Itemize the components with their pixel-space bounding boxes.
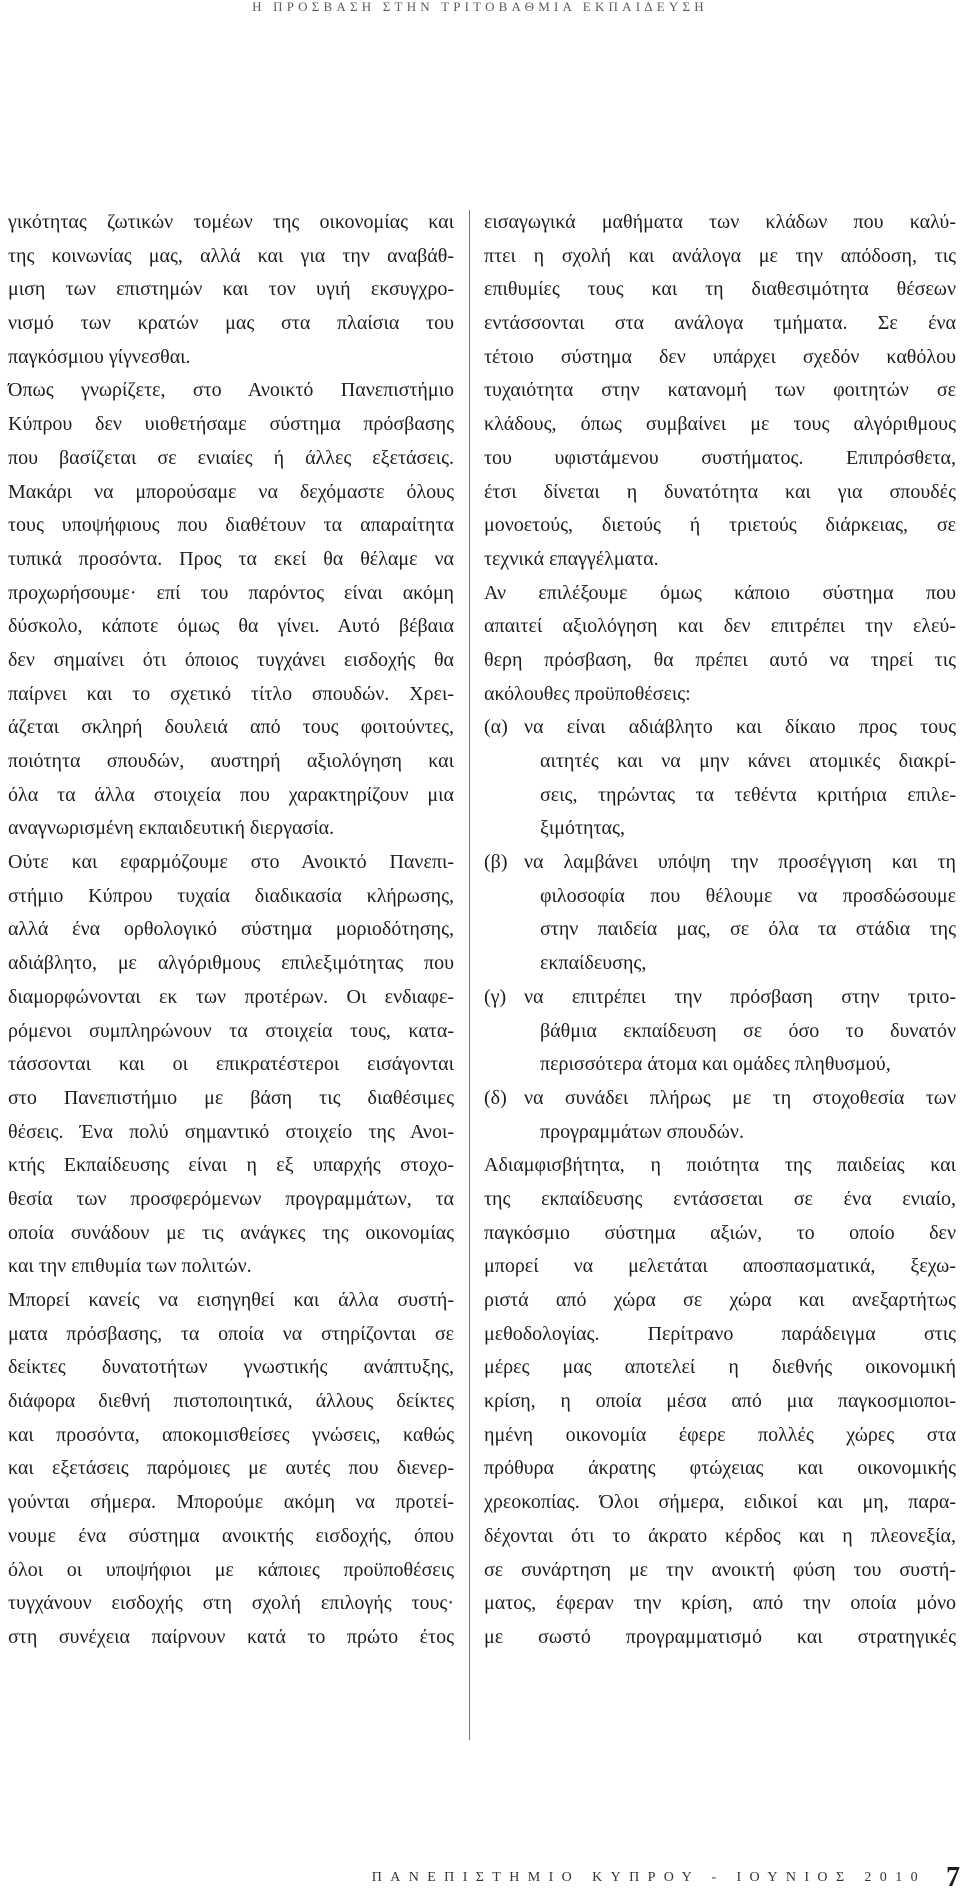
page-footer xyxy=(0,1864,960,1894)
column-divider xyxy=(469,210,470,1740)
condition-continuation: φιλοσοφία που θέλουμε να προσδώσουμε xyxy=(540,884,956,907)
text-line: χρεοκοπίας. Όλοι σήμερα, ειδικοί και μη, παρα- xyxy=(484,1491,956,1514)
condition-continuation: σεις, τηρώντας τα τεθέντα κριτήρια επιλε- xyxy=(540,783,956,806)
text-line: παίρνει και το σχετικό τίτλο σπουδών. Χρει- xyxy=(8,682,454,705)
text-line: ριστά από χώρα σε χώρα και ανεξαρτήτως xyxy=(484,1289,956,1311)
text-line: νισμό των κρατών μας στα πλαίσια του xyxy=(8,312,454,335)
text-line: τυχαιότητα στην κατανομή των φοιτητών σε xyxy=(484,379,956,402)
text-line: ποιότητα σπουδών, αυστηρή αξιολόγηση και xyxy=(8,750,454,772)
text-line: τυπικά προσόντα. Προς τα εκεί θα θέλαμε να xyxy=(8,547,454,570)
text-line: και εξετάσεις παρόμοιες με αυτές που διενερ- xyxy=(8,1457,454,1480)
text-line: τάσσονται και οι επικρατέστεροι εισάγονται xyxy=(8,1053,454,1076)
left-column xyxy=(8,206,454,1655)
condition-continuation: προγραμμάτων σπουδών. xyxy=(540,1120,744,1143)
text-line: εντάσσονται στα ανάλογα τμήματα. Σε ένα xyxy=(484,312,956,335)
text-line: μπορεί να μελετάται αποσπασματικά, ξεχω- xyxy=(484,1255,956,1278)
condition-continuation: περισσότερα άτομα και ομάδες πληθυσμού, xyxy=(540,1053,891,1076)
text-line: οποία συνάδουν με τις ανάγκες της οικονομίας xyxy=(8,1221,454,1244)
text-line: δεν σημαίνει ότι όποιος τυγχάνει εισδοχής θα xyxy=(8,648,454,671)
text-line: δείκτες δυνατοτήτων γνωστικής ανάπτυξης, xyxy=(8,1356,454,1379)
text-line: θέσεις. Ένα πολύ σημαντικό στοιχείο της Ανοι- xyxy=(8,1120,454,1143)
text-line: του υφιστάμενου συστήματος. Επιπρόσθετα, xyxy=(484,446,956,469)
condition-first-line xyxy=(484,846,956,880)
text-line: διαμορφώνονται εκ των προτέρων. Οι ενδιαφε- xyxy=(8,985,454,1008)
text-line: πτει η σχολή και ανάλογα με την απόδοση, τις xyxy=(484,244,956,267)
text-line: παγκόσμιο σύστημα αξιών, το οποίο δεν xyxy=(484,1221,956,1244)
condition-label: (δ) xyxy=(484,1086,507,1109)
text-line: γούνται σήμερα. Μπορούμε ακόμη να προτεί- xyxy=(8,1491,454,1514)
condition-text: να επιτρέπει την πρόσβαση στην τριτο- xyxy=(524,985,956,1008)
text-line: που βασίζεται σε ενιαίες ή άλλες εξετάσεις. xyxy=(8,446,454,469)
condition-item xyxy=(484,1082,956,1149)
text-line: στο Πανεπιστήμιο με βάση τις διαθέσιμες xyxy=(8,1086,454,1109)
text-line: ακόλουθες προϋποθέσεις: xyxy=(484,682,691,705)
condition-label: (β) xyxy=(484,851,508,874)
conditions-list xyxy=(484,711,956,1149)
text-line: μιση των επιστημών και τον υγιή εκσυγχρο- xyxy=(8,278,454,301)
condition-first-line xyxy=(484,981,956,1015)
text-line: της εκπαίδευσης εντάσσεται σε ένα ενιαίο, xyxy=(484,1187,956,1210)
text-line: μεθοδολογίας. Περίτρανο παράδειγμα στις xyxy=(484,1322,956,1345)
text-line: τυγχάνουν εισδοχής στη σχολή επιλογής τους· xyxy=(8,1592,454,1615)
condition-continuation: εκπαίδευσης, xyxy=(540,952,647,975)
text-line: ρόμενοι συμπληρώνουν τα στοιχεία τους, κατα- xyxy=(8,1019,454,1042)
text-line: Αν επιλέξουμε όμως κάποιο σύστημα που xyxy=(484,581,956,604)
condition-item xyxy=(484,981,956,1082)
text-line: Αδιαμφισβήτητα, η ποιότητα της παιδείας και xyxy=(484,1154,956,1177)
text-line: γικότητας ζωτικών τομέων της οικονομίας και xyxy=(8,211,454,233)
text-line: με σωστό προγραμματισμό και στρατηγικές xyxy=(484,1625,956,1648)
text-line: Μπορεί κανείς να εισηγηθεί και άλλα συστή- xyxy=(8,1289,454,1311)
text-line: κλάδους, όπως συμβαίνει με τους αλγόριθμους xyxy=(484,413,956,436)
condition-text: να συνάδει πλήρως με τη στοχοθεσία των xyxy=(524,1086,956,1109)
text-line: τεχνικά επαγγέλματα. xyxy=(484,547,659,570)
condition-continuation: βάθμια εκπαίδευση σε όσο το δυνατόν xyxy=(540,1019,956,1042)
text-line: τέτοιο σύστημα δεν υπάρχει σχεδόν καθόλου xyxy=(484,345,956,368)
text-line: δέχονται ότι το άκρατο κέρδος και η πλεονεξία, xyxy=(484,1524,956,1547)
text-line: απαιτεί αξιολόγηση και δεν επιτρέπει την ελεύ- xyxy=(484,615,956,638)
text-line: τους υποψήφιους που διαθέτουν τα απαραίτητα xyxy=(8,514,454,537)
text-line: ημένη οικονομία έφερε πολλές χώρες στα xyxy=(484,1423,956,1446)
text-line: επιθυμίες τους και τη διαθεσιμότητα θέσεων xyxy=(484,278,956,301)
text-line: αδιάβλητο, με αλγόριθμους επιλεξιμότητας που xyxy=(8,952,454,975)
condition-continuation: αιτητές και να μην κάνει ατομικές διακρί- xyxy=(540,750,956,772)
condition-label: (α) xyxy=(484,716,508,739)
text-line: στη συνέχεια παίρνουν κατά το πρώτο έτος xyxy=(8,1625,454,1648)
text-line: στήμιο Κύπρου τυχαία διαδικασία κλήρωσης, xyxy=(8,884,454,907)
text-line: προχωρήσουμε· επί του παρόντος είναι ακόμη xyxy=(8,581,454,604)
text-line: σε συνάρτηση με την ανοικτή φύση του συστή- xyxy=(484,1558,956,1581)
text-line: θεσία των προσφερόμενων προγραμμάτων, τα xyxy=(8,1187,454,1210)
text-line: πρόθυρα άκρατης φτώχειας και οικονομικής xyxy=(484,1457,956,1480)
text-line: κτής Εκπαίδευσης είναι η εξ υπαρχής στοχο- xyxy=(8,1154,454,1177)
text-line: νουμε ένα σύστημα ανοικτής εισδοχής, όπου xyxy=(8,1524,454,1547)
text-line: διάφορα διεθνή πιστοποιητικά, άλλους δείκτες xyxy=(8,1390,454,1413)
text-line: έτσι δίνεται η δυνατότητα και για σπουδές xyxy=(484,480,956,503)
condition-first-line xyxy=(484,1082,956,1116)
footer-publication: ΠΑΝΕΠΙΣΤΗΜΙΟ ΚΥΠΡΟΥ - ΙΟΥΝΙΟΣ 2010 xyxy=(371,1870,926,1885)
running-head: Η ΠΡΟΣΒΑΣΗ ΣΤΗΝ ΤΡΙΤΟΒΑΘΜΙΑ ΕΚΠΑΙΔΕΥΣΗ xyxy=(252,0,708,14)
text-line: μέρες μας αποτελεί η διεθνής οικονομική xyxy=(484,1356,956,1379)
right-column xyxy=(484,206,956,1655)
condition-text: να είναι αδιάβλητο και δίκαιο προς τους xyxy=(524,716,956,739)
text-line: όλα τα άλλα στοιχεία που χαρακτηρίζουν μια xyxy=(8,783,454,806)
condition-label: (γ) xyxy=(484,985,507,1008)
page-number: 7 xyxy=(946,1862,960,1893)
text-line: δύσκολο, κάποτε όμως θα γίνει. Αυτό βέβαια xyxy=(8,615,454,638)
text-line: εισαγωγικά μαθήματα των κλάδων που καλύ- xyxy=(484,211,956,233)
right-closing xyxy=(484,1149,956,1654)
text-line: ματα πρόσβασης, τα οποία να στηρίζονται σε xyxy=(8,1322,454,1345)
text-line: άζεται σκληρή δουλειά από τους φοιτούντες, xyxy=(8,716,454,739)
text-line: και την επιθυμία των πολιτών. xyxy=(8,1255,252,1278)
condition-item xyxy=(484,846,956,981)
condition-continuation: στην παιδεία μας, σε όλα τα στάδια της xyxy=(540,918,956,941)
text-line: μονοετούς, διετούς ή τριετούς διάρκειας, σε xyxy=(484,514,956,537)
text-line: αλλά ένα ορθολογικό σύστημα μοριοδότησης, xyxy=(8,918,454,941)
text-line: Όπως γνωρίζετε, στο Ανοικτό Πανεπιστήμιο xyxy=(8,379,454,402)
text-line: Κύπρου δεν υιοθετήσαμε σύστημα πρόσβασης xyxy=(8,413,454,436)
text-line: της κοινωνίας μας, αλλά και για την αναβάθ- xyxy=(8,244,454,267)
text-line: κρίση, η οποία μέσα από μια παγκοσμιοποι- xyxy=(484,1390,956,1413)
right-intro xyxy=(484,206,956,711)
text-line: ματος, έφεραν την κρίση, από την οποία μόνο xyxy=(484,1592,956,1615)
text-line: θερη πρόσβαση, θα πρέπει αυτό να τηρεί τις xyxy=(484,648,956,671)
text-line: και προσόντα, αποκομισθείσες γνώσεις, καθώς xyxy=(8,1423,454,1446)
text-line: Μακάρι να μπορούσαμε να δεχόμαστε όλους xyxy=(8,480,454,503)
condition-text: να λαμβάνει υπόψη την προσέγγιση και τη xyxy=(524,851,956,874)
text-line: Ούτε και εφαρμόζουμε στο Ανοικτό Πανεπι- xyxy=(8,851,454,874)
condition-item xyxy=(484,711,956,846)
text-line: παγκόσμιου γίγνεσθαι. xyxy=(8,345,191,368)
condition-continuation: ξιμότητας, xyxy=(540,817,625,840)
text-line: όλοι οι υποψήφιοι με κάποιες προϋποθέσεις xyxy=(8,1558,454,1581)
text-line: αναγνωρισμένη εκπαιδευτική διεργασία. xyxy=(8,817,335,840)
condition-first-line xyxy=(484,711,956,745)
